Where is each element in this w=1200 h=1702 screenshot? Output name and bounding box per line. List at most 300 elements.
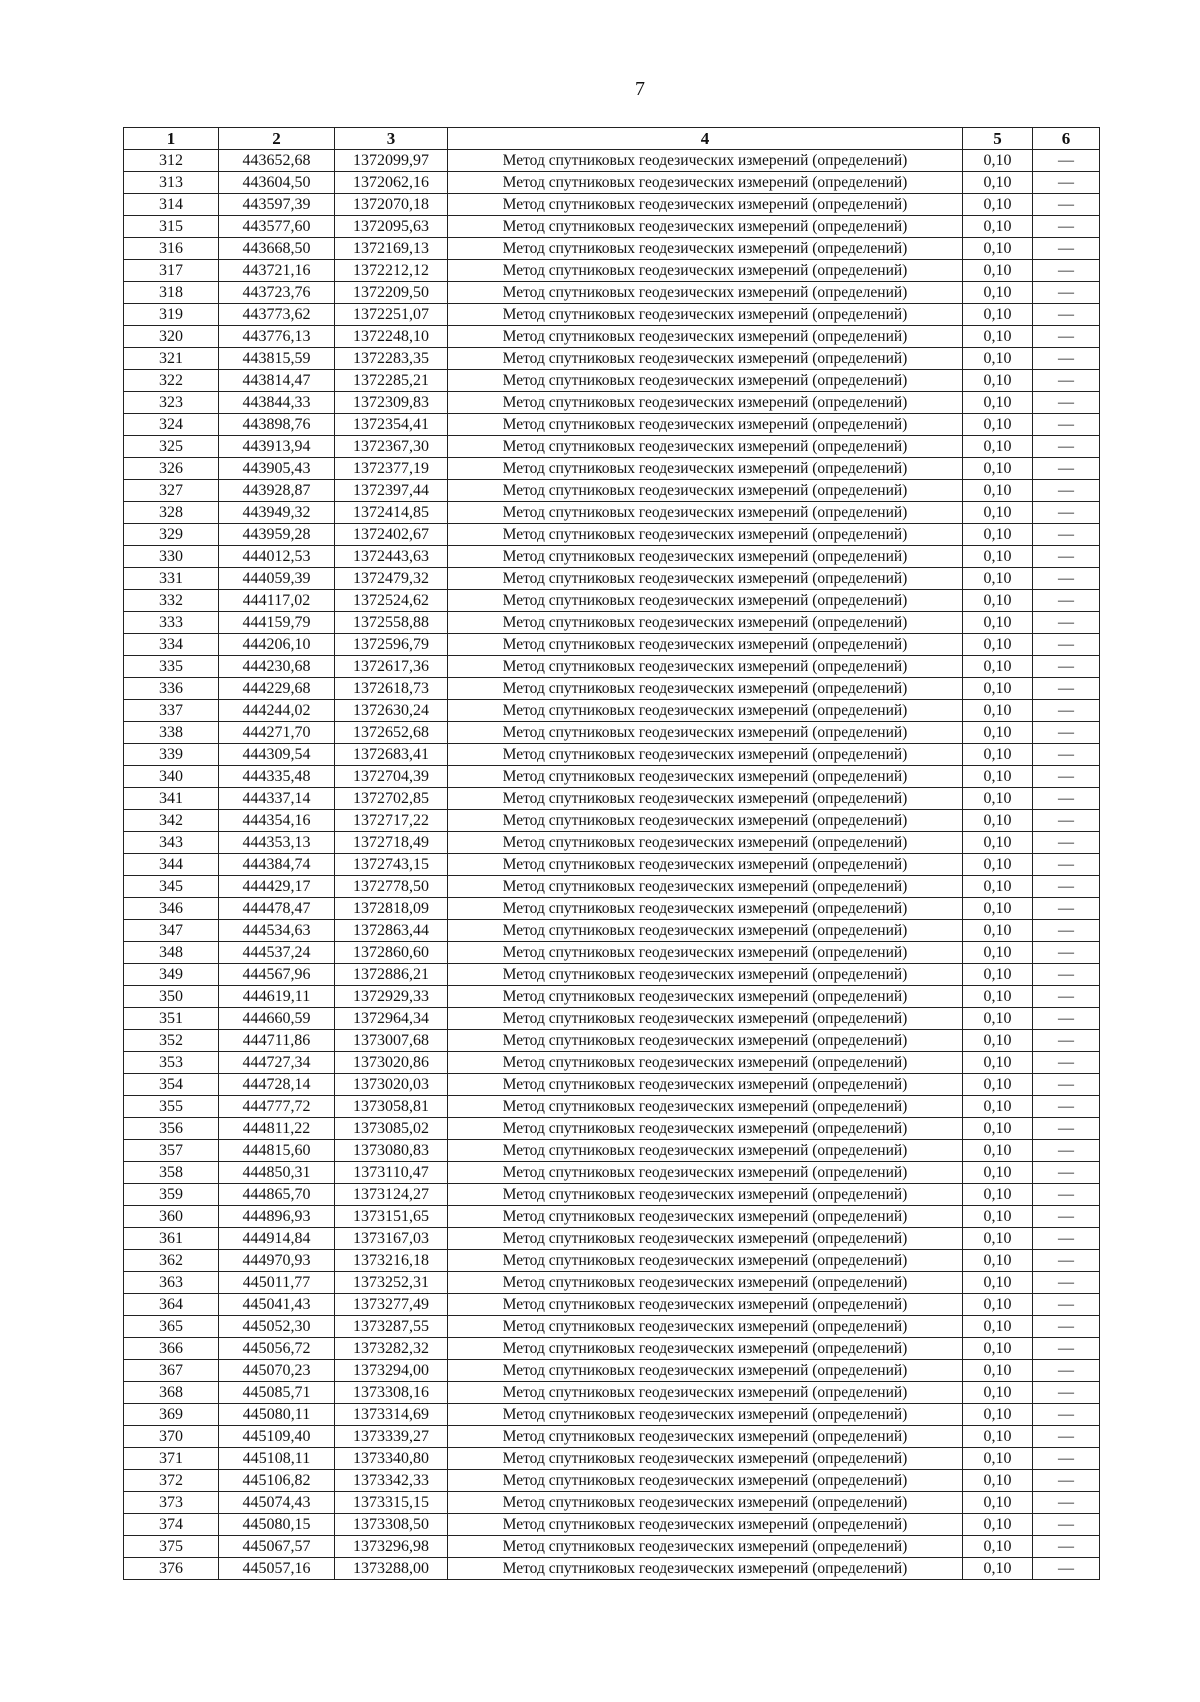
accuracy-cell: 0,10 [963, 568, 1033, 590]
table-row [124, 964, 1100, 986]
table-row [124, 1228, 1100, 1250]
method-cell: Метод спутниковых геодезических измерений (определений) [448, 414, 963, 436]
point-number-cell: 366 [124, 1338, 219, 1360]
point-number-cell: 370 [124, 1426, 219, 1448]
x-coordinate-cell: 444777,72 [219, 1096, 335, 1118]
note-cell: — [1033, 810, 1100, 832]
y-coordinate-cell: 1372596,79 [335, 634, 448, 656]
point-number-cell: 372 [124, 1470, 219, 1492]
table-row [124, 348, 1100, 370]
method-cell: Метод спутниковых геодезических измерений (определений) [448, 238, 963, 260]
x-coordinate-cell: 444353,13 [219, 832, 335, 854]
accuracy-cell: 0,10 [963, 1052, 1033, 1074]
method-cell: Метод спутниковых геодезических измерений (определений) [448, 1162, 963, 1184]
accuracy-cell: 0,10 [963, 832, 1033, 854]
table-row [124, 766, 1100, 788]
table-row [124, 1382, 1100, 1404]
table-header-row [124, 128, 1100, 150]
method-cell: Метод спутниковых геодезических измерений (определений) [448, 436, 963, 458]
note-cell: — [1033, 1536, 1100, 1558]
table-row [124, 1162, 1100, 1184]
accuracy-cell: 0,10 [963, 722, 1033, 744]
note-cell: — [1033, 1118, 1100, 1140]
note-cell: — [1033, 634, 1100, 656]
method-cell: Метод спутниковых геодезических измерений (определений) [448, 590, 963, 612]
table-row [124, 656, 1100, 678]
point-number-cell: 341 [124, 788, 219, 810]
table-row [124, 1558, 1100, 1580]
table-row [124, 502, 1100, 524]
y-coordinate-cell: 1373314,69 [335, 1404, 448, 1426]
note-cell: — [1033, 942, 1100, 964]
x-coordinate-cell: 444271,70 [219, 722, 335, 744]
point-number-cell: 317 [124, 260, 219, 282]
y-coordinate-cell: 1372652,68 [335, 722, 448, 744]
point-number-cell: 339 [124, 744, 219, 766]
method-cell: Метод спутниковых геодезических измерений (определений) [448, 1008, 963, 1030]
note-cell: — [1033, 458, 1100, 480]
accuracy-cell: 0,10 [963, 458, 1033, 480]
method-cell: Метод спутниковых геодезических измерений (определений) [448, 656, 963, 678]
x-coordinate-cell: 444159,79 [219, 612, 335, 634]
method-cell: Метод спутниковых геодезических измерений (определений) [448, 1030, 963, 1052]
note-cell: — [1033, 1008, 1100, 1030]
table-row [124, 920, 1100, 942]
note-cell: — [1033, 1382, 1100, 1404]
x-coordinate-cell: 444206,10 [219, 634, 335, 656]
method-cell: Метод спутниковых геодезических измерений (определений) [448, 1382, 963, 1404]
note-cell: — [1033, 1074, 1100, 1096]
accuracy-cell: 0,10 [963, 1030, 1033, 1052]
accuracy-cell: 0,10 [963, 1492, 1033, 1514]
x-coordinate-cell: 443597,39 [219, 194, 335, 216]
point-number-cell: 338 [124, 722, 219, 744]
table-row [124, 1250, 1100, 1272]
table-row [124, 722, 1100, 744]
y-coordinate-cell: 1373020,03 [335, 1074, 448, 1096]
note-cell: — [1033, 1272, 1100, 1294]
y-coordinate-cell: 1372309,83 [335, 392, 448, 414]
y-coordinate-cell: 1372702,85 [335, 788, 448, 810]
point-number-cell: 365 [124, 1316, 219, 1338]
x-coordinate-cell: 445070,23 [219, 1360, 335, 1382]
method-cell: Метод спутниковых геодезических измерений (определений) [448, 1206, 963, 1228]
table-row [124, 1272, 1100, 1294]
note-cell: — [1033, 678, 1100, 700]
x-coordinate-cell: 445085,71 [219, 1382, 335, 1404]
method-cell: Метод спутниковых геодезических измерений (определений) [448, 1426, 963, 1448]
table-row [124, 1030, 1100, 1052]
note-cell: — [1033, 1052, 1100, 1074]
point-number-cell: 364 [124, 1294, 219, 1316]
y-coordinate-cell: 1373287,55 [335, 1316, 448, 1338]
note-cell: — [1033, 1404, 1100, 1426]
header-col-6: 6 [1033, 128, 1100, 150]
method-cell: Метод спутниковых геодезических измерений (определений) [448, 304, 963, 326]
note-cell: — [1033, 590, 1100, 612]
y-coordinate-cell: 1372558,88 [335, 612, 448, 634]
accuracy-cell: 0,10 [963, 766, 1033, 788]
note-cell: — [1033, 744, 1100, 766]
note-cell: — [1033, 1514, 1100, 1536]
x-coordinate-cell: 444059,39 [219, 568, 335, 590]
table-row [124, 546, 1100, 568]
method-cell: Метод спутниковых геодезических измерений (определений) [448, 700, 963, 722]
method-cell: Метод спутниковых геодезических измерений (определений) [448, 150, 963, 172]
table-row [124, 1118, 1100, 1140]
method-cell: Метод спутниковых геодезических измерений (определений) [448, 326, 963, 348]
x-coordinate-cell: 444229,68 [219, 678, 335, 700]
x-coordinate-cell: 444230,68 [219, 656, 335, 678]
method-cell: Метод спутниковых геодезических измерений (определений) [448, 348, 963, 370]
note-cell: — [1033, 854, 1100, 876]
x-coordinate-cell: 443723,76 [219, 282, 335, 304]
x-coordinate-cell: 445106,82 [219, 1470, 335, 1492]
table-row [124, 1096, 1100, 1118]
point-number-cell: 369 [124, 1404, 219, 1426]
table-row [124, 260, 1100, 282]
accuracy-cell: 0,10 [963, 1162, 1033, 1184]
y-coordinate-cell: 1372099,97 [335, 150, 448, 172]
x-coordinate-cell: 444117,02 [219, 590, 335, 612]
accuracy-cell: 0,10 [963, 150, 1033, 172]
point-number-cell: 332 [124, 590, 219, 612]
method-cell: Метод спутниковых геодезических измерений (определений) [448, 1360, 963, 1382]
note-cell: — [1033, 986, 1100, 1008]
table-row [124, 1140, 1100, 1162]
y-coordinate-cell: 1373308,16 [335, 1382, 448, 1404]
x-coordinate-cell: 445109,40 [219, 1426, 335, 1448]
note-cell: — [1033, 766, 1100, 788]
method-cell: Метод спутниковых геодезических измерений (определений) [448, 920, 963, 942]
point-number-cell: 357 [124, 1140, 219, 1162]
note-cell: — [1033, 1206, 1100, 1228]
method-cell: Метод спутниковых геодезических измерений (определений) [448, 1228, 963, 1250]
accuracy-cell: 0,10 [963, 1338, 1033, 1360]
table-row [124, 1294, 1100, 1316]
table-row [124, 458, 1100, 480]
y-coordinate-cell: 1372860,60 [335, 942, 448, 964]
y-coordinate-cell: 1372354,41 [335, 414, 448, 436]
note-cell: — [1033, 414, 1100, 436]
y-coordinate-cell: 1372717,22 [335, 810, 448, 832]
point-number-cell: 326 [124, 458, 219, 480]
y-coordinate-cell: 1373294,00 [335, 1360, 448, 1382]
method-cell: Метод спутниковых геодезических измерений (определений) [448, 678, 963, 700]
point-number-cell: 376 [124, 1558, 219, 1580]
accuracy-cell: 0,10 [963, 1514, 1033, 1536]
x-coordinate-cell: 445011,77 [219, 1272, 335, 1294]
table-row [124, 1404, 1100, 1426]
method-cell: Метод спутниковых геодезических измерений (определений) [448, 876, 963, 898]
x-coordinate-cell: 443776,13 [219, 326, 335, 348]
note-cell: — [1033, 1096, 1100, 1118]
x-coordinate-cell: 444309,54 [219, 744, 335, 766]
accuracy-cell: 0,10 [963, 1228, 1033, 1250]
x-coordinate-cell: 444478,47 [219, 898, 335, 920]
table-row [124, 810, 1100, 832]
accuracy-cell: 0,10 [963, 1294, 1033, 1316]
y-coordinate-cell: 1372617,36 [335, 656, 448, 678]
table-row [124, 238, 1100, 260]
accuracy-cell: 0,10 [963, 238, 1033, 260]
x-coordinate-cell: 444012,53 [219, 546, 335, 568]
accuracy-cell: 0,10 [963, 1184, 1033, 1206]
accuracy-cell: 0,10 [963, 1426, 1033, 1448]
accuracy-cell: 0,10 [963, 480, 1033, 502]
accuracy-cell: 0,10 [963, 590, 1033, 612]
note-cell: — [1033, 370, 1100, 392]
table-row [124, 282, 1100, 304]
note-cell: — [1033, 172, 1100, 194]
accuracy-cell: 0,10 [963, 260, 1033, 282]
y-coordinate-cell: 1372964,34 [335, 1008, 448, 1030]
point-number-cell: 359 [124, 1184, 219, 1206]
point-number-cell: 348 [124, 942, 219, 964]
method-cell: Метод спутниковых геодезических измерений (определений) [448, 1118, 963, 1140]
y-coordinate-cell: 1372818,09 [335, 898, 448, 920]
accuracy-cell: 0,10 [963, 502, 1033, 524]
method-cell: Метод спутниковых геодезических измерений (определений) [448, 546, 963, 568]
note-cell: — [1033, 722, 1100, 744]
x-coordinate-cell: 444850,31 [219, 1162, 335, 1184]
x-coordinate-cell: 444896,93 [219, 1206, 335, 1228]
y-coordinate-cell: 1373277,49 [335, 1294, 448, 1316]
method-cell: Метод спутниковых геодезических измерений (определений) [448, 634, 963, 656]
point-number-cell: 333 [124, 612, 219, 634]
x-coordinate-cell: 444619,11 [219, 986, 335, 1008]
y-coordinate-cell: 1372212,12 [335, 260, 448, 282]
y-coordinate-cell: 1372524,62 [335, 590, 448, 612]
y-coordinate-cell: 1372929,33 [335, 986, 448, 1008]
note-cell: — [1033, 392, 1100, 414]
y-coordinate-cell: 1372248,10 [335, 326, 448, 348]
point-number-cell: 334 [124, 634, 219, 656]
table-row [124, 1184, 1100, 1206]
note-cell: — [1033, 612, 1100, 634]
x-coordinate-cell: 444811,22 [219, 1118, 335, 1140]
accuracy-cell: 0,10 [963, 1074, 1033, 1096]
method-cell: Метод спутниковых геодезических измерений (определений) [448, 832, 963, 854]
y-coordinate-cell: 1373216,18 [335, 1250, 448, 1272]
method-cell: Метод спутниковых геодезических измерений (определений) [448, 1140, 963, 1162]
note-cell: — [1033, 194, 1100, 216]
x-coordinate-cell: 443913,94 [219, 436, 335, 458]
point-number-cell: 328 [124, 502, 219, 524]
method-cell: Метод спутниковых геодезических измерений (определений) [448, 1316, 963, 1338]
y-coordinate-cell: 1373252,31 [335, 1272, 448, 1294]
table-row [124, 1426, 1100, 1448]
point-number-cell: 346 [124, 898, 219, 920]
y-coordinate-cell: 1373288,00 [335, 1558, 448, 1580]
point-number-cell: 331 [124, 568, 219, 590]
note-cell: — [1033, 546, 1100, 568]
y-coordinate-cell: 1373124,27 [335, 1184, 448, 1206]
table-row [124, 1008, 1100, 1030]
y-coordinate-cell: 1372070,18 [335, 194, 448, 216]
point-number-cell: 363 [124, 1272, 219, 1294]
x-coordinate-cell: 445080,11 [219, 1404, 335, 1426]
x-coordinate-cell: 444711,86 [219, 1030, 335, 1052]
y-coordinate-cell: 1372251,07 [335, 304, 448, 326]
y-coordinate-cell: 1372062,16 [335, 172, 448, 194]
y-coordinate-cell: 1373296,98 [335, 1536, 448, 1558]
y-coordinate-cell: 1373315,15 [335, 1492, 448, 1514]
method-cell: Метод спутниковых геодезических измерений (определений) [448, 810, 963, 832]
accuracy-cell: 0,10 [963, 942, 1033, 964]
accuracy-cell: 0,10 [963, 810, 1033, 832]
table-row [124, 744, 1100, 766]
accuracy-cell: 0,10 [963, 854, 1033, 876]
table-row [124, 1536, 1100, 1558]
point-number-cell: 327 [124, 480, 219, 502]
point-number-cell: 343 [124, 832, 219, 854]
y-coordinate-cell: 1373080,83 [335, 1140, 448, 1162]
note-cell: — [1033, 1030, 1100, 1052]
x-coordinate-cell: 444335,48 [219, 766, 335, 788]
accuracy-cell: 0,10 [963, 326, 1033, 348]
point-number-cell: 360 [124, 1206, 219, 1228]
accuracy-cell: 0,10 [963, 1360, 1033, 1382]
accuracy-cell: 0,10 [963, 876, 1033, 898]
x-coordinate-cell: 444384,74 [219, 854, 335, 876]
point-number-cell: 340 [124, 766, 219, 788]
x-coordinate-cell: 445080,15 [219, 1514, 335, 1536]
note-cell: — [1033, 1338, 1100, 1360]
table-row [124, 392, 1100, 414]
note-cell: — [1033, 568, 1100, 590]
accuracy-cell: 0,10 [963, 348, 1033, 370]
point-number-cell: 354 [124, 1074, 219, 1096]
x-coordinate-cell: 444337,14 [219, 788, 335, 810]
note-cell: — [1033, 150, 1100, 172]
x-coordinate-cell: 443898,76 [219, 414, 335, 436]
point-number-cell: 336 [124, 678, 219, 700]
note-cell: — [1033, 1360, 1100, 1382]
point-number-cell: 368 [124, 1382, 219, 1404]
y-coordinate-cell: 1372367,30 [335, 436, 448, 458]
accuracy-cell: 0,10 [963, 920, 1033, 942]
point-number-cell: 367 [124, 1360, 219, 1382]
header-col-4: 4 [448, 128, 963, 150]
table-row [124, 150, 1100, 172]
point-number-cell: 319 [124, 304, 219, 326]
table-row [124, 832, 1100, 854]
table-row [124, 216, 1100, 238]
x-coordinate-cell: 444727,34 [219, 1052, 335, 1074]
note-cell: — [1033, 700, 1100, 722]
accuracy-cell: 0,10 [963, 172, 1033, 194]
note-cell: — [1033, 326, 1100, 348]
method-cell: Метод спутниковых геодезических измерений (определений) [448, 568, 963, 590]
point-number-cell: 322 [124, 370, 219, 392]
y-coordinate-cell: 1372479,32 [335, 568, 448, 590]
point-number-cell: 313 [124, 172, 219, 194]
table-row [124, 194, 1100, 216]
table-row [124, 436, 1100, 458]
y-coordinate-cell: 1373167,03 [335, 1228, 448, 1250]
point-number-cell: 358 [124, 1162, 219, 1184]
table-row [124, 942, 1100, 964]
method-cell: Метод спутниковых геодезических измерений (определений) [448, 282, 963, 304]
note-cell: — [1033, 1184, 1100, 1206]
note-cell: — [1033, 348, 1100, 370]
y-coordinate-cell: 1372095,63 [335, 216, 448, 238]
table-row [124, 854, 1100, 876]
table-row [124, 1470, 1100, 1492]
method-cell: Метод спутниковых геодезических измерений (определений) [448, 1492, 963, 1514]
method-cell: Метод спутниковых геодезических измерений (определений) [448, 766, 963, 788]
table-row [124, 304, 1100, 326]
y-coordinate-cell: 1372443,63 [335, 546, 448, 568]
table-row [124, 172, 1100, 194]
x-coordinate-cell: 444660,59 [219, 1008, 335, 1030]
x-coordinate-cell: 444914,84 [219, 1228, 335, 1250]
point-number-cell: 375 [124, 1536, 219, 1558]
method-cell: Метод спутниковых геодезических измерений (определений) [448, 1096, 963, 1118]
method-cell: Метод спутниковых геодезических измерений (определений) [448, 458, 963, 480]
x-coordinate-cell: 444567,96 [219, 964, 335, 986]
table-body [124, 150, 1100, 1580]
method-cell: Метод спутниковых геодезических измерений (определений) [448, 1536, 963, 1558]
y-coordinate-cell: 1372414,85 [335, 502, 448, 524]
method-cell: Метод спутниковых геодезических измерений (определений) [448, 260, 963, 282]
accuracy-cell: 0,10 [963, 1250, 1033, 1272]
x-coordinate-cell: 444244,02 [219, 700, 335, 722]
table-row [124, 788, 1100, 810]
y-coordinate-cell: 1372778,50 [335, 876, 448, 898]
point-number-cell: 342 [124, 810, 219, 832]
note-cell: — [1033, 216, 1100, 238]
accuracy-cell: 0,10 [963, 216, 1033, 238]
x-coordinate-cell: 445067,57 [219, 1536, 335, 1558]
accuracy-cell: 0,10 [963, 304, 1033, 326]
point-number-cell: 352 [124, 1030, 219, 1052]
point-number-cell: 324 [124, 414, 219, 436]
method-cell: Метод спутниковых геодезических измерений (определений) [448, 986, 963, 1008]
table-row [124, 700, 1100, 722]
accuracy-cell: 0,10 [963, 1558, 1033, 1580]
method-cell: Метод спутниковых геодезических измерений (определений) [448, 1338, 963, 1360]
accuracy-cell: 0,10 [963, 1118, 1033, 1140]
accuracy-cell: 0,10 [963, 524, 1033, 546]
accuracy-cell: 0,10 [963, 370, 1033, 392]
note-cell: — [1033, 1162, 1100, 1184]
point-number-cell: 353 [124, 1052, 219, 1074]
y-coordinate-cell: 1372863,44 [335, 920, 448, 942]
point-number-cell: 329 [124, 524, 219, 546]
x-coordinate-cell: 445052,30 [219, 1316, 335, 1338]
point-number-cell: 312 [124, 150, 219, 172]
note-cell: — [1033, 1316, 1100, 1338]
x-coordinate-cell: 445056,72 [219, 1338, 335, 1360]
y-coordinate-cell: 1373085,02 [335, 1118, 448, 1140]
accuracy-cell: 0,10 [963, 700, 1033, 722]
accuracy-cell: 0,10 [963, 1140, 1033, 1162]
y-coordinate-cell: 1372397,44 [335, 480, 448, 502]
accuracy-cell: 0,10 [963, 634, 1033, 656]
x-coordinate-cell: 444354,16 [219, 810, 335, 832]
method-cell: Метод спутниковых геодезических измерений (определений) [448, 612, 963, 634]
method-cell: Метод спутниковых геодезических измерений (определений) [448, 1470, 963, 1492]
note-cell: — [1033, 480, 1100, 502]
point-number-cell: 373 [124, 1492, 219, 1514]
y-coordinate-cell: 1373308,50 [335, 1514, 448, 1536]
note-cell: — [1033, 1470, 1100, 1492]
note-cell: — [1033, 1140, 1100, 1162]
table-row [124, 1338, 1100, 1360]
y-coordinate-cell: 1372886,21 [335, 964, 448, 986]
